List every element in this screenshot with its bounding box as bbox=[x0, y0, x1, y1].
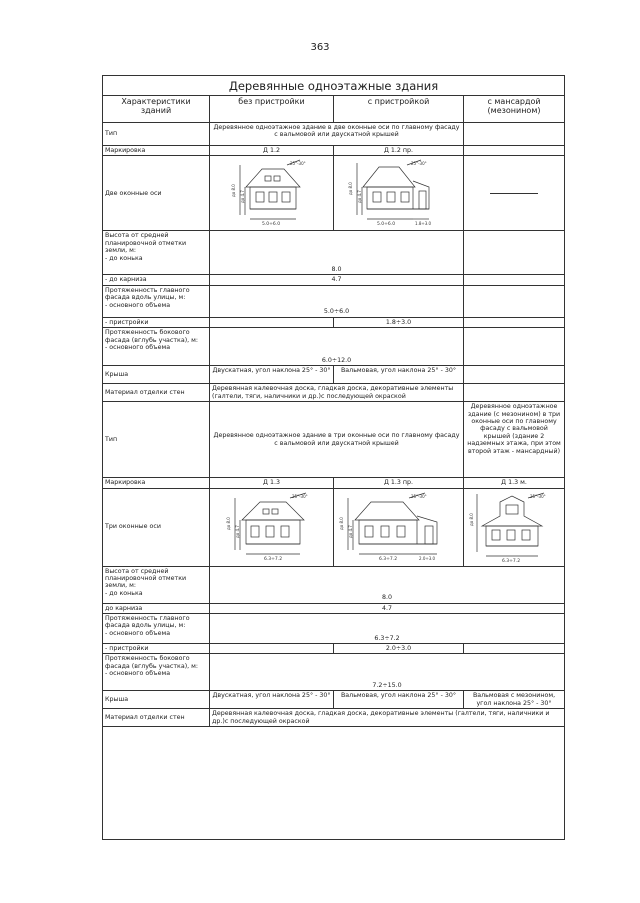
b1-height-empty bbox=[464, 231, 565, 275]
b2-main-len-cell bbox=[103, 614, 210, 644]
b2-drawing-a-cell bbox=[210, 488, 334, 566]
b2-roof-c: Вальмовая с мезонином, угол наклона 25° - 30° bbox=[464, 691, 565, 709]
b1-marking-b: Д 1.2 пр. bbox=[334, 146, 464, 156]
b1-to-cornice-label: - до карниза bbox=[103, 275, 210, 285]
b2-to-cornice-label: до карниза bbox=[103, 603, 210, 613]
b2-to-ridge-label: - до конька bbox=[105, 589, 143, 597]
table-blank-area bbox=[103, 727, 565, 840]
b1-extension-label: - пристройки bbox=[103, 317, 210, 327]
b1-a-angle: 25°-30° bbox=[289, 161, 306, 167]
b1-marking-a: Д 1.2 bbox=[210, 146, 334, 156]
b2-side-len-label: Протяженность бокового фасада (вглубь участка), м: bbox=[105, 655, 199, 670]
b2-b-width: 6.3÷7.2 bbox=[378, 557, 397, 563]
b1-drawing-a-cell bbox=[210, 156, 334, 231]
b2-marking-c: Д 1.3 м. bbox=[464, 478, 565, 488]
b1-extension-empty-a bbox=[210, 317, 334, 327]
header-with-extension: с пристройкой bbox=[334, 96, 464, 123]
b2-a-h-ridge: до 8.0 bbox=[225, 517, 231, 531]
b1-mansard-empty bbox=[464, 156, 565, 231]
b1-roof-empty bbox=[464, 366, 565, 384]
b1-a-width: 5.0÷6.0 bbox=[261, 222, 280, 228]
b1-to-ridge-value: 8.0 bbox=[210, 231, 464, 275]
header-characteristics: Характеристики зданий bbox=[103, 96, 210, 123]
b2-b-h-cornice: до 4.7 bbox=[347, 525, 353, 539]
b2-type-value: Деревянное одноэтажное здание в три оконные оси по главному фасаду с вальмовой или двускатной крышей bbox=[210, 402, 464, 478]
b2-drawing-b-cell bbox=[334, 488, 464, 566]
b2-b-ext-width: 2.0÷3.0 bbox=[418, 556, 435, 562]
b1-axes-label: Две оконные оси bbox=[103, 156, 210, 231]
b2-marking-b: Д 1.3 пр. bbox=[334, 478, 464, 488]
b2-axes-label: Три оконные оси bbox=[103, 488, 210, 566]
house-d13pr-drawing bbox=[339, 490, 459, 564]
b2-a-angle: 25°-30° bbox=[291, 494, 308, 500]
b1-roof-b: Вальмовая, угол наклона 25° - 30° bbox=[334, 366, 464, 384]
b1-b-width: 5.0÷6.0 bbox=[376, 222, 395, 228]
b1-material-empty bbox=[464, 384, 565, 402]
b2-roof-label: Крыша bbox=[103, 691, 210, 709]
b2-side-volume-value: 7.2÷15.0 bbox=[210, 654, 565, 691]
b2-extension-label: - пристройки bbox=[103, 644, 210, 654]
b1-roof-a: Двускатная, угол наклона 25° - 30° bbox=[210, 366, 334, 384]
b1-main-volume-value: 5.0÷6.0 bbox=[210, 285, 464, 317]
house-d13m-drawing bbox=[470, 490, 558, 564]
b1-material-label: Материал отделки стен bbox=[103, 384, 210, 402]
b2-type-label: Тип bbox=[103, 402, 210, 478]
b1-extension-value: 1.8÷3.0 bbox=[334, 317, 464, 327]
b2-side-volume-label: - основного объема bbox=[105, 670, 171, 678]
b2-to-ridge-value: 8.0 bbox=[210, 566, 565, 603]
b2-roof-b: Вальмовая, угол наклона 25° - 30° bbox=[334, 691, 464, 709]
b1-a-h-cornice: до 4.7 bbox=[239, 190, 245, 204]
b1-a-h-ridge: до 8.0 bbox=[230, 184, 236, 198]
b2-b-h-ridge: до 8.0 bbox=[338, 517, 344, 531]
b1-main-volume-label: - основного объема bbox=[105, 301, 171, 309]
b1-b-ext-width: 1.8÷3.0 bbox=[414, 221, 431, 227]
b2-main-len-label: Протяженность главного фасада вдоль улицы, м: bbox=[105, 615, 190, 630]
b2-side-len-cell bbox=[103, 654, 210, 691]
b1-side-len-cell bbox=[103, 328, 210, 366]
empty-dash bbox=[490, 193, 538, 194]
b2-height-cell bbox=[103, 566, 210, 603]
b2-material-label: Материал отделки стен bbox=[103, 709, 210, 727]
b1-to-ridge-label: - до конька bbox=[105, 254, 143, 262]
b2-roof-a: Двускатная, угол наклона 25° - 30° bbox=[210, 691, 334, 709]
b2-a-h-cornice: до 4.7 bbox=[234, 525, 240, 539]
b2-extension-empty-a bbox=[210, 644, 334, 654]
b1-cornice-empty bbox=[464, 275, 565, 285]
b1-roof-label: Крыша bbox=[103, 366, 210, 384]
b1-main-len-label: Протяженность главного фасада вдоль улицы, м: bbox=[105, 286, 190, 302]
b1-b-h-ridge: до 8.0 bbox=[347, 182, 353, 196]
b1-side-len-label: Протяженность бокового фасада (вглубь участка), м: bbox=[105, 329, 199, 344]
b2-marking-a: Д 1.3 bbox=[210, 478, 334, 488]
b2-c-angle: 25°-30° bbox=[530, 494, 546, 500]
b2-marking-label: Маркировка bbox=[103, 478, 210, 488]
b1-marking-label: Маркировка bbox=[103, 146, 210, 156]
b1-material-value: Деревянная калевочная доска, гладкая доска, декоративные элементы (галтели, тяги, наличники и др.)с последующей окраской bbox=[210, 384, 464, 402]
house-d12pr-drawing bbox=[349, 157, 449, 229]
b2-height-label: Высота от средней планировочной отметки земли, м: bbox=[105, 567, 187, 590]
b1-b-angle: 25°-30° bbox=[410, 161, 427, 167]
b2-main-volume-label: - основного объема bbox=[105, 629, 171, 637]
b1-to-cornice-value: 4.7 bbox=[210, 275, 464, 285]
b2-type-mansard: Деревянное одноэтажное здание (с мезонином) в три оконные оси по главному фасаду с вальмовой крышей (здание 2 надземных этажа, при этом второй этаж - мансардный) bbox=[464, 402, 565, 478]
b1-marking-empty bbox=[464, 146, 565, 156]
b1-type-value: Деревянное одноэтажное здание в две оконные оси по главному фасаду с вальмовой или двускатной крышей bbox=[210, 123, 464, 146]
b2-a-width: 6.3÷7.2 bbox=[263, 557, 282, 563]
b2-b-angle: 25°-30° bbox=[410, 494, 427, 500]
b2-material-value: Деревянная калевочная доска, гладкая доска, декоративные элементы (галтели, тяги, наличники и др.)с последующей окраской bbox=[210, 709, 565, 727]
b1-height-label: Высота от средней планировочной отметки земли, м: bbox=[105, 232, 187, 255]
b1-b-h-cornice: до 4.7 bbox=[356, 190, 362, 204]
b1-side-volume-label: - основного объема bbox=[105, 344, 171, 352]
header-without-extension: без пристройки bbox=[210, 96, 334, 123]
b1-extension-empty-c bbox=[464, 317, 565, 327]
b2-drawing-c-cell bbox=[464, 488, 565, 566]
table-title: Деревянные одноэтажные здания bbox=[103, 76, 565, 96]
b1-side-len-empty bbox=[464, 328, 565, 366]
b2-c-h-ridge: до 8.0 bbox=[469, 513, 475, 527]
b1-height-cell bbox=[103, 231, 210, 275]
building-spec-table bbox=[102, 75, 565, 840]
b2-extension-value: 2.0÷3.0 bbox=[334, 644, 464, 654]
header-with-mansard: с мансардой (мезонином) bbox=[464, 96, 565, 123]
b1-main-len-cell bbox=[103, 285, 210, 317]
b1-side-volume-value: 6.0÷12.0 bbox=[210, 328, 464, 366]
b1-type-label: Тип bbox=[103, 123, 210, 146]
b2-to-cornice-value: 4.7 bbox=[210, 603, 565, 613]
b2-main-volume-value: 6.3÷7.2 bbox=[210, 614, 565, 644]
house-d12-drawing bbox=[232, 157, 312, 229]
b1-drawing-b-cell bbox=[334, 156, 464, 231]
house-d13-drawing bbox=[226, 490, 318, 564]
b1-type-empty bbox=[464, 123, 565, 146]
b2-extension-empty-c bbox=[464, 644, 565, 654]
b1-main-len-empty bbox=[464, 285, 565, 317]
b2-c-width: 6.3÷7.2 bbox=[502, 559, 521, 565]
page-number: 363 bbox=[310, 42, 330, 53]
